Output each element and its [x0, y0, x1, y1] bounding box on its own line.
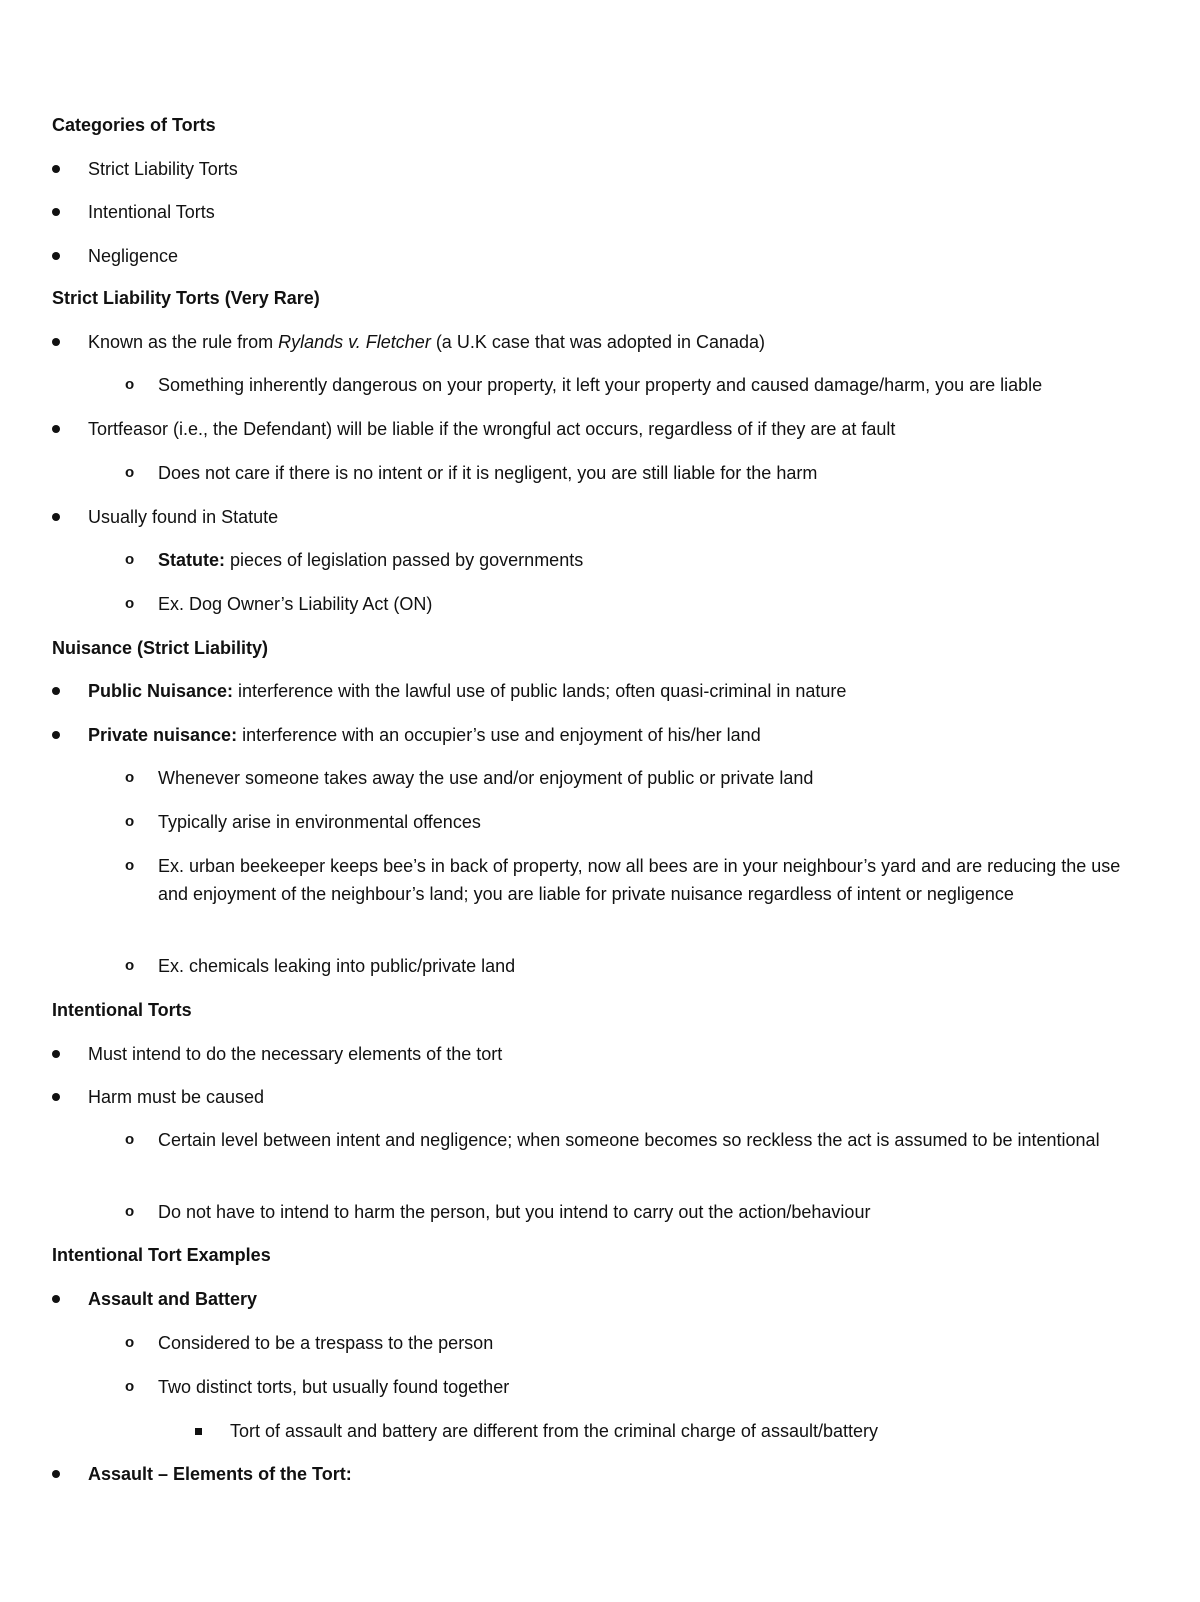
- bullet-marker: [52, 338, 60, 346]
- sub-list-item-text: Ex. Dog Owner’s Liability Act (ON): [158, 594, 433, 614]
- sub-list-item-text: Do not have to intend to harm the person, but you intend to carry out the action/behaviour: [158, 1202, 871, 1222]
- sub-bullet-marker: o: [125, 376, 135, 393]
- case-name: Rylands v. Fletcher: [278, 332, 431, 352]
- sub-list-item-text: Does not care if there is no intent or if it is negligent, you are still liable for the harm: [158, 463, 818, 483]
- sub-bullet-marker: o: [125, 813, 135, 830]
- sub-list-item-text: Ex. urban beekeeper keeps bee’s in back of property, now all bees are in your neighbour’s yard and are reducing the use and enjoyment of the neighbour’s land; you are liable for private nuisance regardless of intent or negligence: [158, 856, 1121, 904]
- sub-bullet-marker: o: [125, 1334, 135, 1351]
- square-bullet-marker: [195, 1428, 202, 1435]
- term: Public Nuisance:: [88, 681, 234, 701]
- sub-bullet-marker: o: [125, 551, 135, 568]
- list-item-text: [88, 677, 846, 705]
- heading-strict-liability: Strict Liability Torts (Very Rare): [52, 288, 320, 308]
- sub-bullet-marker: o: [125, 1131, 135, 1148]
- bullet-marker: [52, 252, 60, 260]
- text-segment: Known as the rule from: [88, 332, 279, 352]
- heading-intentional-torts: Intentional Torts: [52, 1000, 192, 1020]
- bullet-marker: [52, 1093, 60, 1101]
- term: Private nuisance:: [88, 725, 238, 745]
- sub-bullet-marker: o: [125, 464, 135, 481]
- bullet-marker: [52, 1295, 60, 1303]
- bullet-marker: [52, 1470, 60, 1478]
- bullet-marker: [52, 513, 60, 521]
- sub-list-item-text: Typically arise in environmental offences: [158, 812, 481, 832]
- sub-list-item-text: Something inherently dangerous on your property, it left your property and caused damage/harm, you are liable: [158, 375, 1043, 395]
- list-item-text: Must intend to do the necessary elements of the tort: [88, 1044, 503, 1064]
- list-item-text: Harm must be caused: [88, 1087, 265, 1107]
- list-item-text: [88, 328, 765, 356]
- list-item-text: Assault and Battery: [88, 1289, 258, 1309]
- list-item-text: Tortfeasor (i.e., the Defendant) will be liable if the wrongful act occurs, regardless of if they are at fault: [88, 419, 896, 439]
- list-item-text: Negligence: [88, 246, 179, 266]
- sub-bullet-marker: o: [125, 857, 135, 874]
- sub-list-item-text: Two distinct torts, but usually found together: [158, 1377, 510, 1397]
- definition: interference with the lawful use of public lands; often quasi-criminal in nature: [233, 681, 847, 701]
- bullet-marker: [52, 208, 60, 216]
- sub-list-item-text: Ex. chemicals leaking into public/private land: [158, 956, 516, 976]
- sub-bullet-marker: o: [125, 1203, 135, 1220]
- heading-categories: Categories of Torts: [52, 115, 216, 135]
- heading-intentional-tort-examples: Intentional Tort Examples: [52, 1245, 271, 1265]
- term: Statute:: [158, 550, 225, 570]
- list-item-text: Usually found in Statute: [88, 507, 279, 527]
- sub-sub-list-item-text: Tort of assault and battery are different from the criminal charge of assault/battery: [230, 1421, 878, 1441]
- heading-nuisance: Nuisance (Strict Liability): [52, 638, 269, 658]
- bullet-marker: [52, 731, 60, 739]
- list-item-text: Strict Liability Torts: [88, 159, 238, 179]
- sub-list-item-text: [158, 546, 583, 574]
- sub-list-item-text: Certain level between intent and negligence; when someone becomes so reckless the act is assumed to be intentional: [158, 1130, 1100, 1150]
- list-item-text: Intentional Torts: [88, 202, 215, 222]
- sub-bullet-marker: o: [125, 957, 135, 974]
- sub-bullet-marker: o: [125, 769, 135, 786]
- sub-bullet-marker: o: [125, 1378, 135, 1395]
- bullet-marker: [52, 687, 60, 695]
- list-item-text: [88, 721, 761, 749]
- bullet-marker: [52, 165, 60, 173]
- text-segment: (a U.K case that was adopted in Canada): [430, 332, 766, 352]
- definition: interference with an occupier’s use and enjoyment of his/her land: [237, 725, 761, 745]
- list-item-text: Assault – Elements of the Tort:: [88, 1464, 352, 1484]
- sub-list-item-text: Whenever someone takes away the use and/or enjoyment of public or private land: [158, 768, 814, 788]
- definition: pieces of legislation passed by governments: [225, 550, 584, 570]
- bullet-marker: [52, 1050, 60, 1058]
- sub-list-item-text: Considered to be a trespass to the person: [158, 1333, 494, 1353]
- sub-bullet-marker: o: [125, 595, 135, 612]
- bullet-marker: [52, 425, 60, 433]
